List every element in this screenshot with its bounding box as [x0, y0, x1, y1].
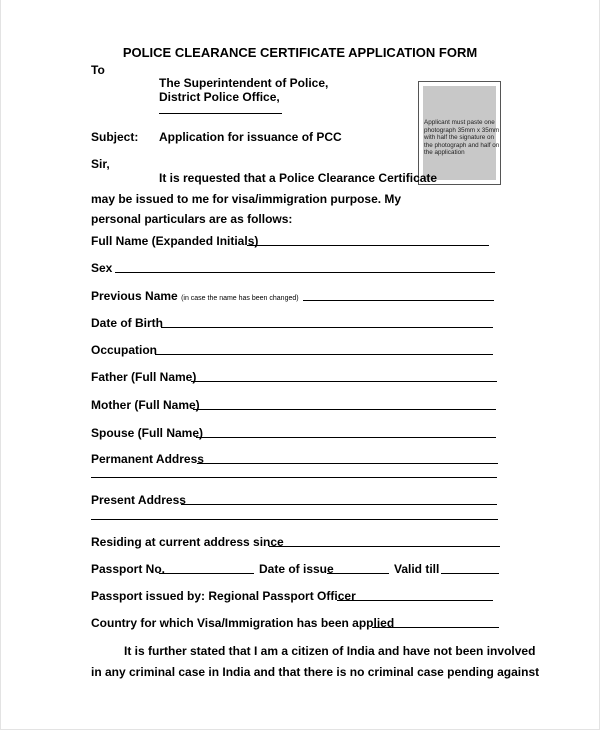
valid-till-label: Valid till	[394, 562, 440, 576]
declaration-line1: It is further stated that I am a citizen of India and have not been involved	[124, 644, 536, 658]
declaration-line2: in any criminal case in India and that there is no criminal case pending against	[91, 665, 540, 679]
permanent-address-line2[interactable]	[91, 477, 497, 478]
full-name-label: Full Name (Expanded Initials)	[91, 234, 259, 248]
passport-issued-by-label: Passport issued by: Regional Passport Officer	[91, 589, 356, 603]
previous-name-line[interactable]	[303, 300, 494, 301]
previous-name-label	[91, 289, 299, 306]
occupation-label: Occupation	[91, 343, 158, 357]
country-applied-label: Country for which Visa/Immigration has been applied	[91, 616, 395, 630]
photo-placeholder	[423, 86, 500, 180]
mother-line[interactable]	[193, 409, 496, 410]
addressee-blank-line[interactable]	[159, 113, 282, 114]
father-label: Father (Full Name)	[91, 370, 197, 384]
subject-label: Subject:	[91, 130, 139, 144]
previous-name-text: Previous Name	[91, 289, 178, 303]
country-applied-line[interactable]	[372, 627, 499, 628]
dob-line[interactable]	[161, 327, 493, 328]
residing-since-label: Residing at current address since	[91, 535, 284, 549]
addressee-line1: The Superintendent of Police,	[159, 76, 329, 90]
full-name-line[interactable]	[247, 245, 489, 246]
form-title: POLICE CLEARANCE CERTIFICATE APPLICATION FORM	[122, 45, 478, 60]
dob-label: Date of Birth	[91, 316, 163, 330]
subject-text: Application for issuance of PCC	[159, 130, 342, 144]
permanent-address-label: Permanent Address	[91, 452, 204, 466]
residing-since-line[interactable]	[269, 546, 500, 547]
valid-till-line[interactable]	[441, 573, 499, 574]
addressee-line2: District Police Office,	[159, 90, 280, 104]
previous-name-note: (in case the name has been changed)	[181, 295, 299, 302]
passport-no-label: Passport No.	[91, 562, 166, 576]
salutation: Sir,	[91, 157, 110, 171]
permanent-address-line1[interactable]	[197, 463, 498, 464]
spouse-line[interactable]	[196, 437, 496, 438]
passport-no-line[interactable]	[159, 573, 254, 574]
to-label: To	[91, 63, 105, 77]
passport-issued-by-line[interactable]	[337, 600, 493, 601]
sex-line[interactable]	[115, 272, 495, 273]
present-address-label: Present Address	[91, 493, 186, 507]
date-of-issue-line[interactable]	[327, 573, 389, 574]
body-line1: It is requested that a Police Clearance Certificate	[159, 171, 438, 185]
present-address-line1[interactable]	[181, 504, 497, 505]
sex-label: Sex	[91, 261, 113, 275]
photo-instruction: Applicant must paste one photograph 35mm x 35mm with half the signature on the photograph and half on the application	[424, 119, 500, 157]
present-address-line2[interactable]	[91, 519, 498, 520]
father-line[interactable]	[191, 381, 497, 382]
photo-box[interactable]	[418, 81, 501, 185]
spouse-label: Spouse (Full Name)	[91, 426, 204, 440]
body-line3: personal particulars are as follows:	[91, 212, 293, 226]
body-line2: may be issued to me for visa/immigration purpose. My	[91, 192, 402, 206]
mother-label: Mother (Full Name)	[91, 398, 200, 412]
occupation-line[interactable]	[155, 354, 493, 355]
date-of-issue-label: Date of issue	[259, 562, 334, 576]
